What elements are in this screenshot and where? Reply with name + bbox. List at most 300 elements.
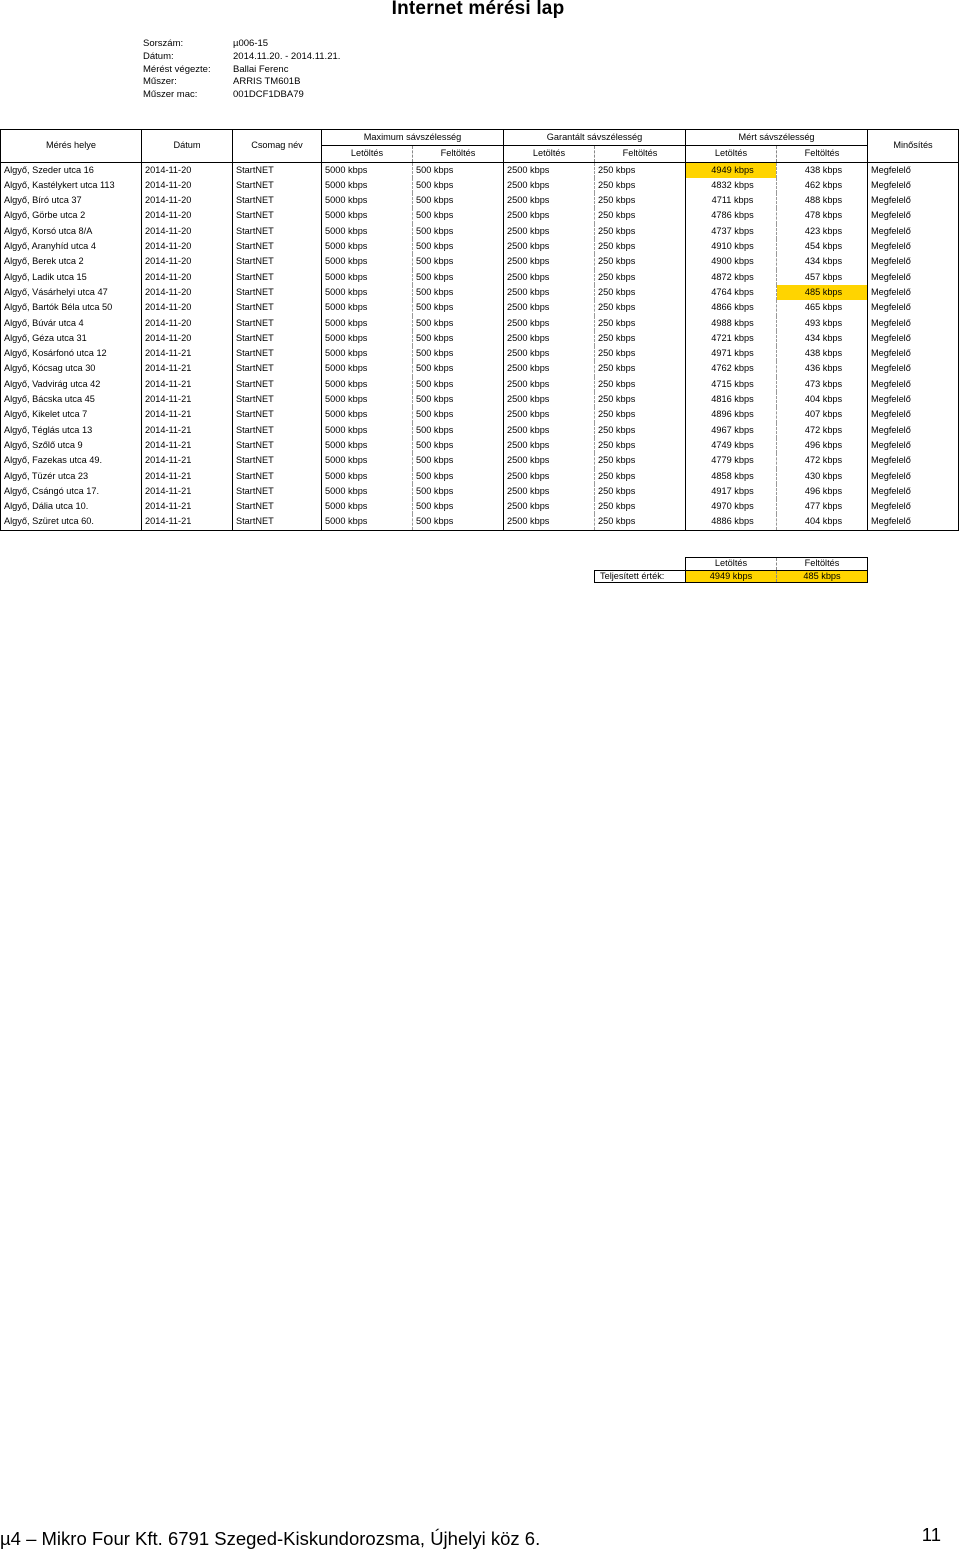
cell-rating: Megfelelő (868, 392, 959, 407)
cell-max-download: 5000 kbps (322, 377, 413, 392)
cell-package: StartNET (233, 469, 322, 484)
cell-guaranteed-upload: 250 kbps (595, 453, 686, 468)
table-row (1, 514, 959, 530)
cell-package: StartNET (233, 270, 322, 285)
cell-rating: Megfelelő (868, 193, 959, 208)
table-row (1, 453, 959, 468)
cell-location: Algyő, Kastélykert utca 113 (1, 178, 142, 193)
cell-measured-upload: 407 kbps (777, 407, 868, 422)
cell-guaranteed-upload: 250 kbps (595, 300, 686, 315)
cell-rating: Megfelelő (868, 514, 959, 530)
cell-location: Algyő, Görbe utca 2 (1, 208, 142, 223)
cell-measured-upload: 438 kbps (777, 162, 868, 178)
cell-max-download: 5000 kbps (322, 193, 413, 208)
cell-measured-upload: 462 kbps (777, 178, 868, 193)
cell-guaranteed-upload: 250 kbps (595, 392, 686, 407)
cell-guaranteed-upload: 250 kbps (595, 423, 686, 438)
cell-package: StartNET (233, 208, 322, 223)
cell-max-upload: 500 kbps (413, 469, 504, 484)
cell-measured-download: 4779 kbps (686, 453, 777, 468)
cell-package: StartNET (233, 407, 322, 422)
cell-measured-download: 4866 kbps (686, 300, 777, 315)
cell-package: StartNET (233, 514, 322, 530)
cell-max-upload: 500 kbps (413, 300, 504, 315)
cell-rating: Megfelelő (868, 224, 959, 239)
cell-location: Algyő, Korsó utca 8/A (1, 224, 142, 239)
cell-guaranteed-upload: 250 kbps (595, 162, 686, 178)
cell-measured-download: 4711 kbps (686, 193, 777, 208)
cell-max-upload: 500 kbps (413, 423, 504, 438)
cell-guaranteed-download: 2500 kbps (504, 361, 595, 376)
cell-guaranteed-upload: 250 kbps (595, 438, 686, 453)
cell-location: Algyő, Berek utca 2 (1, 254, 142, 269)
summary-upload-header: Feltöltés (777, 558, 868, 571)
cell-max-upload: 500 kbps (413, 208, 504, 223)
cell-max-upload: 500 kbps (413, 285, 504, 300)
cell-guaranteed-download: 2500 kbps (504, 438, 595, 453)
cell-guaranteed-upload: 250 kbps (595, 377, 686, 392)
cell-guaranteed-download: 2500 kbps (504, 407, 595, 422)
cell-guaranteed-download: 2500 kbps (504, 300, 595, 315)
cell-guaranteed-download: 2500 kbps (504, 377, 595, 392)
page-title-text: Internet mérési lap (391, 0, 565, 19)
cell-guaranteed-download: 2500 kbps (504, 316, 595, 331)
cell-measured-download: 4896 kbps (686, 407, 777, 422)
cell-max-download: 5000 kbps (322, 254, 413, 269)
summary-table (594, 557, 868, 583)
cell-guaranteed-upload: 250 kbps (595, 484, 686, 499)
cell-guaranteed-download: 2500 kbps (504, 499, 595, 514)
cell-max-download: 5000 kbps (322, 514, 413, 530)
cell-location: Algyő, Kosárfonó utca 12 (1, 346, 142, 361)
cell-measured-upload: 493 kbps (777, 316, 868, 331)
cell-location: Algyő, Csángó utca 17. (1, 484, 142, 499)
header-max-upload: Feltöltés (413, 146, 504, 162)
cell-rating: Megfelelő (868, 361, 959, 376)
meta-value: 001DCF1DBA79 (233, 89, 304, 101)
cell-location: Algyő, Búvár utca 4 (1, 316, 142, 331)
cell-location: Algyő, Kikelet utca 7 (1, 407, 142, 422)
cell-measured-upload: 436 kbps (777, 361, 868, 376)
cell-package: StartNET (233, 423, 322, 438)
cell-max-upload: 500 kbps (413, 270, 504, 285)
table-row (1, 178, 959, 193)
cell-measured-upload: 472 kbps (777, 453, 868, 468)
meta-value: 2014.11.20. - 2014.11.21. (233, 50, 341, 62)
header-guaranteed: Garantált sávszélesség (504, 130, 686, 146)
cell-location: Algyő, Bácska utca 45 (1, 392, 142, 407)
table-row (1, 285, 959, 300)
cell-package: StartNET (233, 254, 322, 269)
cell-max-download: 5000 kbps (322, 316, 413, 331)
meta-label: Sorszám: (143, 38, 184, 49)
cell-guaranteed-upload: 250 kbps (595, 239, 686, 254)
header-max: Maximum sávszélesség (322, 130, 504, 146)
header-rating: Minősítés (868, 130, 959, 163)
meta-label: Műszer: (143, 76, 177, 88)
cell-max-upload: 500 kbps (413, 361, 504, 376)
cell-guaranteed-download: 2500 kbps (504, 193, 595, 208)
cell-guaranteed-download: 2500 kbps (504, 208, 595, 223)
cell-package: StartNET (233, 178, 322, 193)
cell-location: Algyő, Téglás utca 13 (1, 423, 142, 438)
cell-max-upload: 500 kbps (413, 331, 504, 346)
cell-guaranteed-download: 2500 kbps (504, 285, 595, 300)
cell-rating: Megfelelő (868, 331, 959, 346)
table-row (1, 361, 959, 376)
summary-download-header: Letöltés (686, 558, 777, 571)
cell-date: 2014-11-21 (142, 484, 233, 499)
cell-package: StartNET (233, 453, 322, 468)
cell-max-upload: 500 kbps (413, 162, 504, 178)
header-guaranteed-upload: Feltöltés (595, 146, 686, 162)
cell-guaranteed-download: 2500 kbps (504, 484, 595, 499)
summary-row-label: Teljesített érték: (595, 570, 686, 583)
cell-date: 2014-11-20 (142, 270, 233, 285)
meta-row (143, 89, 340, 102)
cell-max-download: 5000 kbps (322, 285, 413, 300)
cell-measured-download: 4967 kbps (686, 423, 777, 438)
cell-max-upload: 500 kbps (413, 193, 504, 208)
cell-measured-download: 4900 kbps (686, 254, 777, 269)
cell-measured-upload: 472 kbps (777, 423, 868, 438)
cell-measured-download: 4949 kbps (686, 162, 777, 178)
cell-package: StartNET (233, 162, 322, 178)
table-row (1, 316, 959, 331)
cell-max-upload: 500 kbps (413, 377, 504, 392)
cell-date: 2014-11-21 (142, 423, 233, 438)
meta-row (143, 64, 340, 77)
table-row (1, 423, 959, 438)
cell-max-upload: 500 kbps (413, 392, 504, 407)
cell-guaranteed-upload: 250 kbps (595, 469, 686, 484)
cell-date: 2014-11-21 (142, 453, 233, 468)
cell-guaranteed-download: 2500 kbps (504, 331, 595, 346)
table-row (1, 346, 959, 361)
cell-measured-download: 4737 kbps (686, 224, 777, 239)
table-row (1, 162, 959, 178)
cell-guaranteed-upload: 250 kbps (595, 316, 686, 331)
cell-guaranteed-upload: 250 kbps (595, 254, 686, 269)
meta-value: Ballai Ferenc (233, 63, 289, 75)
table-row (1, 193, 959, 208)
cell-package: StartNET (233, 239, 322, 254)
header-measured-upload: Feltöltés (777, 146, 868, 162)
cell-guaranteed-download: 2500 kbps (504, 469, 595, 484)
cell-date: 2014-11-21 (142, 514, 233, 530)
cell-measured-upload: 404 kbps (777, 514, 868, 530)
cell-package: StartNET (233, 300, 322, 315)
cell-measured-upload: 473 kbps (777, 377, 868, 392)
cell-measured-download: 4910 kbps (686, 239, 777, 254)
cell-measured-upload: 496 kbps (777, 438, 868, 453)
cell-rating: Megfelelő (868, 346, 959, 361)
table-row (1, 377, 959, 392)
cell-date: 2014-11-20 (142, 224, 233, 239)
cell-location: Algyő, Ladik utca 15 (1, 270, 142, 285)
cell-guaranteed-download: 2500 kbps (504, 224, 595, 239)
table-row (1, 484, 959, 499)
cell-date: 2014-11-20 (142, 162, 233, 178)
cell-location: Algyő, Tüzér utca 23 (1, 469, 142, 484)
cell-measured-upload: 485 kbps (777, 285, 868, 300)
meta-label: Mérést végezte: (143, 63, 211, 75)
cell-measured-download: 4715 kbps (686, 377, 777, 392)
cell-max-upload: 500 kbps (413, 484, 504, 499)
header-package: Csomag név (233, 130, 322, 163)
cell-measured-download: 4762 kbps (686, 361, 777, 376)
cell-location: Algyő, Kócsag utca 30 (1, 361, 142, 376)
cell-guaranteed-upload: 250 kbps (595, 270, 686, 285)
table-row (1, 224, 959, 239)
header-date: Dátum (142, 130, 233, 163)
cell-max-download: 5000 kbps (322, 423, 413, 438)
meta-block (143, 38, 340, 102)
cell-guaranteed-upload: 250 kbps (595, 193, 686, 208)
cell-measured-upload: 423 kbps (777, 224, 868, 239)
cell-max-download: 5000 kbps (322, 499, 413, 514)
cell-guaranteed-upload: 250 kbps (595, 346, 686, 361)
measurement-table (0, 129, 959, 531)
cell-measured-download: 4988 kbps (686, 316, 777, 331)
cell-measured-download: 4749 kbps (686, 438, 777, 453)
cell-location: Algyő, Fazekas utca 49. (1, 453, 142, 468)
table-row (1, 254, 959, 269)
cell-measured-upload: 477 kbps (777, 499, 868, 514)
table-row (1, 407, 959, 422)
cell-max-download: 5000 kbps (322, 346, 413, 361)
cell-max-download: 5000 kbps (322, 331, 413, 346)
cell-max-download: 5000 kbps (322, 162, 413, 178)
cell-location: Algyő, Bíró utca 37 (1, 193, 142, 208)
meta-row (143, 38, 340, 51)
cell-package: StartNET (233, 331, 322, 346)
table-row (1, 208, 959, 223)
summary-download-value: 4949 kbps (686, 570, 777, 583)
table-row (1, 270, 959, 285)
cell-rating: Megfelelő (868, 499, 959, 514)
cell-measured-download: 4764 kbps (686, 285, 777, 300)
cell-measured-upload: 430 kbps (777, 469, 868, 484)
cell-date: 2014-11-21 (142, 469, 233, 484)
meta-row (143, 76, 340, 89)
cell-measured-download: 4858 kbps (686, 469, 777, 484)
cell-date: 2014-11-20 (142, 193, 233, 208)
cell-max-upload: 500 kbps (413, 316, 504, 331)
cell-max-upload: 500 kbps (413, 346, 504, 361)
cell-rating: Megfelelő (868, 316, 959, 331)
meta-row (143, 51, 340, 64)
cell-guaranteed-upload: 250 kbps (595, 224, 686, 239)
cell-guaranteed-download: 2500 kbps (504, 453, 595, 468)
header-guaranteed-download: Letöltés (504, 146, 595, 162)
table-row (1, 392, 959, 407)
cell-measured-upload: 457 kbps (777, 270, 868, 285)
cell-max-upload: 500 kbps (413, 499, 504, 514)
cell-max-download: 5000 kbps (322, 484, 413, 499)
cell-measured-upload: 438 kbps (777, 346, 868, 361)
cell-date: 2014-11-21 (142, 361, 233, 376)
cell-package: StartNET (233, 392, 322, 407)
cell-location: Algyő, Géza utca 31 (1, 331, 142, 346)
cell-rating: Megfelelő (868, 239, 959, 254)
cell-date: 2014-11-21 (142, 499, 233, 514)
header-measured-download: Letöltés (686, 146, 777, 162)
cell-rating: Megfelelő (868, 407, 959, 422)
cell-max-upload: 500 kbps (413, 453, 504, 468)
cell-max-download: 5000 kbps (322, 300, 413, 315)
cell-measured-download: 4970 kbps (686, 499, 777, 514)
cell-guaranteed-download: 2500 kbps (504, 423, 595, 438)
cell-rating: Megfelelő (868, 469, 959, 484)
cell-guaranteed-download: 2500 kbps (504, 239, 595, 254)
header-max-download: Letöltés (322, 146, 413, 162)
cell-measured-download: 4786 kbps (686, 208, 777, 223)
cell-max-download: 5000 kbps (322, 361, 413, 376)
meta-value: ARRIS TM601B (233, 76, 301, 88)
cell-max-download: 5000 kbps (322, 438, 413, 453)
cell-rating: Megfelelő (868, 178, 959, 193)
cell-guaranteed-upload: 250 kbps (595, 208, 686, 223)
meta-label: Műszer mac: (143, 89, 198, 101)
header-location: Mérés helye (1, 130, 142, 163)
cell-max-download: 5000 kbps (322, 239, 413, 254)
cell-date: 2014-11-21 (142, 407, 233, 422)
cell-guaranteed-upload: 250 kbps (595, 407, 686, 422)
cell-measured-download: 4917 kbps (686, 484, 777, 499)
cell-max-upload: 500 kbps (413, 178, 504, 193)
cell-package: StartNET (233, 499, 322, 514)
cell-package: StartNET (233, 346, 322, 361)
cell-date: 2014-11-20 (142, 254, 233, 269)
cell-measured-upload: 434 kbps (777, 254, 868, 269)
cell-date: 2014-11-20 (142, 178, 233, 193)
cell-measured-download: 4816 kbps (686, 392, 777, 407)
cell-date: 2014-11-20 (142, 208, 233, 223)
cell-guaranteed-download: 2500 kbps (504, 162, 595, 178)
page-number: 11 (921, 1524, 941, 1545)
cell-location: Algyő, Dália utca 10. (1, 499, 142, 514)
cell-max-upload: 500 kbps (413, 407, 504, 422)
cell-measured-upload: 404 kbps (777, 392, 868, 407)
cell-location: Algyő, Vadvirág utca 42 (1, 377, 142, 392)
cell-guaranteed-download: 2500 kbps (504, 392, 595, 407)
cell-guaranteed-upload: 250 kbps (595, 285, 686, 300)
cell-rating: Megfelelő (868, 377, 959, 392)
cell-guaranteed-upload: 250 kbps (595, 331, 686, 346)
cell-date: 2014-11-21 (142, 438, 233, 453)
cell-rating: Megfelelő (868, 270, 959, 285)
cell-max-download: 5000 kbps (322, 224, 413, 239)
cell-measured-upload: 496 kbps (777, 484, 868, 499)
cell-max-download: 5000 kbps (322, 392, 413, 407)
cell-location: Algyő, Bartók Béla utca 50 (1, 300, 142, 315)
cell-package: StartNET (233, 438, 322, 453)
cell-measured-upload: 454 kbps (777, 239, 868, 254)
cell-date: 2014-11-21 (142, 346, 233, 361)
cell-rating: Megfelelő (868, 300, 959, 315)
header-measured: Mért sávszélesség (686, 130, 868, 146)
cell-package: StartNET (233, 224, 322, 239)
cell-guaranteed-download: 2500 kbps (504, 254, 595, 269)
cell-rating: Megfelelő (868, 453, 959, 468)
cell-max-upload: 500 kbps (413, 254, 504, 269)
cell-guaranteed-download: 2500 kbps (504, 346, 595, 361)
cell-location: Algyő, Vásárhelyi utca 47 (1, 285, 142, 300)
meta-label: Dátum: (143, 50, 174, 62)
cell-date: 2014-11-20 (142, 331, 233, 346)
summary-upload-value: 485 kbps (777, 570, 868, 583)
table-body (1, 162, 959, 530)
cell-location: Algyő, Szüret utca 60. (1, 514, 142, 530)
cell-package: StartNET (233, 316, 322, 331)
cell-measured-upload: 434 kbps (777, 331, 868, 346)
cell-date: 2014-11-20 (142, 316, 233, 331)
cell-rating: Megfelelő (868, 423, 959, 438)
cell-rating: Megfelelő (868, 208, 959, 223)
table-row (1, 239, 959, 254)
cell-guaranteed-download: 2500 kbps (504, 514, 595, 530)
cell-package: StartNET (233, 285, 322, 300)
cell-max-upload: 500 kbps (413, 438, 504, 453)
cell-location: Algyő, Szeder utca 16 (1, 162, 142, 178)
cell-measured-upload: 488 kbps (777, 193, 868, 208)
cell-location: Algyő, Szőlő utca 9 (1, 438, 142, 453)
footer-company: µ4 – Mikro Four Kft. 6791 Szeged-Kiskundorozsma, Újhelyi köz 6. (0, 1528, 541, 1549)
cell-package: StartNET (233, 193, 322, 208)
cell-rating: Megfelelő (868, 438, 959, 453)
cell-rating: Megfelelő (868, 254, 959, 269)
cell-guaranteed-upload: 250 kbps (595, 178, 686, 193)
cell-guaranteed-upload: 250 kbps (595, 499, 686, 514)
table-row (1, 499, 959, 514)
table-row (1, 438, 959, 453)
meta-value: µ006-15 (233, 38, 269, 49)
cell-max-download: 5000 kbps (322, 270, 413, 285)
cell-max-download: 5000 kbps (322, 469, 413, 484)
cell-measured-download: 4721 kbps (686, 331, 777, 346)
cell-date: 2014-11-21 (142, 392, 233, 407)
cell-max-download: 5000 kbps (322, 407, 413, 422)
cell-max-upload: 500 kbps (413, 514, 504, 530)
cell-package: StartNET (233, 361, 322, 376)
cell-measured-download: 4832 kbps (686, 178, 777, 193)
cell-date: 2014-11-20 (142, 239, 233, 254)
cell-measured-upload: 478 kbps (777, 208, 868, 223)
cell-package: StartNET (233, 484, 322, 499)
cell-guaranteed-upload: 250 kbps (595, 514, 686, 530)
cell-date: 2014-11-20 (142, 300, 233, 315)
cell-guaranteed-download: 2500 kbps (504, 178, 595, 193)
page-title (0, 0, 960, 20)
cell-max-upload: 500 kbps (413, 224, 504, 239)
cell-package: StartNET (233, 377, 322, 392)
cell-guaranteed-download: 2500 kbps (504, 270, 595, 285)
table-row (1, 331, 959, 346)
cell-measured-download: 4872 kbps (686, 270, 777, 285)
cell-location: Algyő, Aranyhíd utca 4 (1, 239, 142, 254)
summary-spacer (595, 558, 686, 571)
cell-measured-download: 4886 kbps (686, 514, 777, 530)
cell-max-upload: 500 kbps (413, 239, 504, 254)
table-row (1, 300, 959, 315)
cell-rating: Megfelelő (868, 162, 959, 178)
cell-rating: Megfelelő (868, 285, 959, 300)
cell-max-download: 5000 kbps (322, 453, 413, 468)
cell-date: 2014-11-21 (142, 377, 233, 392)
cell-date: 2014-11-20 (142, 285, 233, 300)
cell-guaranteed-upload: 250 kbps (595, 361, 686, 376)
